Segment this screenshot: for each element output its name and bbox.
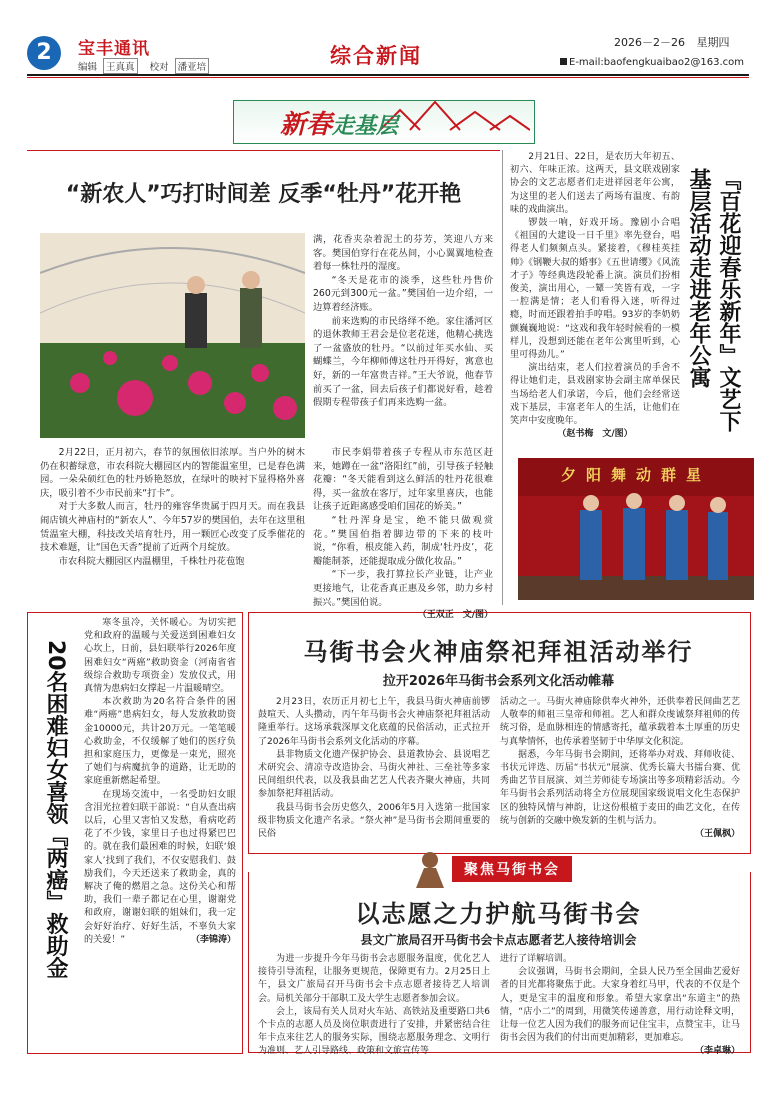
article2-signature: （赵书梅 文/图） [557, 429, 633, 440]
banner-part2: 走基层 [332, 114, 399, 139]
header-rule-thin [27, 77, 749, 78]
article4-subtitle: 县文广旅局召开马街书会卡点志愿者艺人接待培训会 [360, 933, 637, 947]
article4-col2 [500, 953, 740, 1059]
article1-col3-p1: 市民李娟带着孩子专程从市东范区赶来，她蹲在一盆“洛阳红”前，引导孩子轻触花瓣：“冬天能看到这么鲜活的牡丹花很难得，买一盆放在客厅，过年家里喜庆，也能让孩子近距离感受咱们国花的娇美。” [313, 447, 493, 513]
article1-col1-p2: 对于大多数人而言，牡丹的雍容华贵属于四月天。而在我县闹店镇火神庙村的“新农人”、今年57岁的樊国伯，去年在这里租赁温室大棚，科技改关培育牡丹，用一颗匠心改变了反季催花的技术难题，让“国色天香”提前了近两个月绽放。 [40, 501, 305, 554]
article3-col2 [500, 696, 740, 841]
article4-col1 [258, 953, 490, 1059]
article3-title: 马街书会火神庙祭祀拜祖活动举行 [303, 637, 694, 666]
article3-col1 [258, 696, 490, 841]
article2-p3: 演出结束，老人们拉着演员的手舍不得让她们走，县戏剧家协会副主席单保民当场给老人们承诺，今后，他们会经常送戏下基层，丰富老年人的生活，让他们在笑声中安度晚年。 [510, 363, 680, 427]
editor: 王真真 [103, 58, 138, 74]
article2-p2: 锣鼓一响，好戏开场。豫剧小合唱《祖国的大建设一日千里》率先登台，唱得老人们频频点头。紧接着，《穆桂英挂帅》《钢鞭大叔的婚事》《五世请缨》《风流才子》等经典选段轮番上演。演员们扮相俊美，演出用心，一颦一笑皆有戏，一字一腔满是情；老人们看得入迷，听得过瘾，时而还跟着拍手哼唱。93岁的李奶奶颤巍巍地说：“这戏和我年轻时候看的一模样儿，没想到还能在老年公寓里听到，心里可得劲儿。” [510, 218, 680, 361]
article1-col1 [40, 446, 305, 568]
banner-houses [380, 92, 530, 132]
article1-photo [40, 233, 305, 438]
article4-title: 以志愿之力护航马街书会 [355, 899, 642, 928]
column-divider [502, 150, 503, 605]
email-line [560, 57, 744, 68]
article1-signature: （王双正 文/图） [417, 610, 493, 621]
page-number: 2 [36, 40, 52, 65]
peony-greenhouse-photo [40, 233, 305, 438]
article3-col1-p1: 2月23日，农历正月初七上午，我县马街火神庙前锣鼓喧天、人头攒动，丙午年马街书会火神庙祭祀拜祖活动隆重举行。这场承载深厚文化底蕴的民俗活动，正式拉开了2026年马街书会系列文化活动的序幕。 [258, 697, 490, 747]
article5-p2: 本次救助为20名符合条件的困难“两癌”患病妇女，每人发放救助资金10000元，共计20万元。一笔笔暖心救助金，不仅缓解了她们的医疗负担和家庭压力，更像是一束光，照亮了她们与病魔抗争的道路，让无助的家庭重新燃起希望。 [84, 697, 236, 787]
article1-col2-p2: “冬天是花市的淡季，这些牡丹售价260元到300元一盆。”樊国伯一边介绍，一边算着经济账。 [313, 274, 493, 313]
article1-col1-p3: 市农科院大棚园区内温棚里，千株牡丹花苞饱 [58, 555, 245, 567]
page-number-badge [27, 36, 61, 70]
article3-col1-p3: 我县马街书会历史悠久，2006年5月入选第一批国家级非物质文化遗产名录。“祭火神”是马街书会期间重要的民俗 [258, 802, 490, 840]
header-rule [27, 74, 749, 76]
email: E-mail:baofengkuaibao2@163.com [569, 57, 744, 68]
article3-col2-p1: 活动之一。马街火神庙除供奉火神外，还供奉着民间曲艺艺人敬奉的师祖三皇帝和师祖。艺人和群众虔诚祭拜祖师的传统习俗，是血脉相连的情感寄托，蕴承载着本土厚重的历史与真挚情怀，也传承着坚韧于中华厚文化积淀。 [500, 697, 740, 747]
article4-col2-p2: 会议强调，马街书会期间，全县人民乃至全国曲艺爱好者的目光都将聚焦于此。大家身着红马甲，代表的不仅是个人，更是宝丰的温度和形象。希望大家拿出“东道主”的热情，“店小二”的周到，用微笑传递善意，用行动诠释文明，让每一位艺人因为我们的服务而记住宝丰，点赞宝丰，让马街书会因为我们的付出而更加精彩，更加难忘。 [500, 967, 740, 1044]
section-title: 综合新闻 [330, 44, 422, 68]
weekday: 星期四 [696, 36, 730, 49]
article1-col3 [313, 446, 493, 623]
email-square-icon [560, 58, 567, 65]
article5-title: 20名困难妇女喜领『两癌』救助金 [43, 640, 68, 979]
proofreader: 潘亚培 [175, 58, 210, 74]
article5-p1: 寒冬虽冷，关怀暖心。为切实把党和政府的温暖与关爱送到困难妇女心坎上，日前，县妇联举行2026年度困难妇女“两癌”救助资金（河南省省级综合救助专项资金）发放仪式，用真情为患病妇女撑起一片温暖晴空。 [84, 618, 236, 695]
article4-col1-p2: 会上，该局有关人员对火车站、高铁站及重要路口共6个卡点的志愿人员及岗位职责进行了安排，并紧密结合往年卡点来往艺人的服务实际，围绕志愿服务理念、文明行为准则、艺人引导路线、政策和文旅宣传等 [258, 1006, 490, 1057]
editor-line [78, 58, 209, 74]
article1-col3-p2: “牡丹浑身是宝，绝不能只做观赏花。”樊国伯指着脚边带的下来的枝叶说，“你看，根皮能入药，制成‘牡丹皮’，花瓣能制茶，还能提取成分做化妆品。” [313, 514, 493, 567]
article1-col2-p3: 前来选购的市民络绎不绝。家住潘河区的退休教师王君会是位老花迷，他精心挑选了一盆盛放的牡丹。“以前过年买水仙、买蝴蝶兰，今年柳师傅这牡丹开得好，寓意也好，新的一年富贵吉祥。”王大爷说，他春节前买了一盆，回去后孩子们都说好看，趁着假期专程带孩子们再来选购一盆。 [313, 315, 493, 409]
stage-banner-caption: 夕阳舞动群星 [560, 466, 711, 484]
paper-name: 宝丰通讯 [78, 39, 150, 59]
article2-p1: 2月21日、22日，是农历大年初五、初六、年味正浓。这两天，县文联戏剧家协会的文艺志愿者们走进祥园老年公寓，为这里的老人们送去了两场有温度、有韵味的戏曲演出。 [510, 152, 680, 215]
article1-col3-p3: “下一步，我打算拉长产业链，让产业更接地气，让花香真正惠及乡邻，助力乡村振兴。”樊国伯说。 [313, 569, 493, 608]
article1-title: “新农人”巧打时间差 反季“牡丹”花开艳 [65, 182, 462, 207]
editor-label: 编辑 [78, 62, 98, 73]
article1-col1-p1: 2月22日，正月初六，春节的氛围依旧浓厚。当户外的树木仍在积蓄绿意，市农科院大棚园区内的智能温室里，已是春色满园。一朵朵硕红色的牡丹娇艳怒放，在绿叶的映衬下显得格外喜庆，吸引着不少市民前来“打卡”。 [40, 447, 305, 499]
article4-signature: （李卓琳） [694, 1046, 740, 1057]
article4-col2-p1: 进行了详解培训。 [500, 954, 573, 964]
article5-body [84, 617, 236, 947]
article5-signature: （李锦涛） [190, 935, 236, 946]
article3-col1-p2: 县非物质文化遗产保护协会、县道教协会、县说唱艺术研究会、清凉寺改造协会、马街火神社、三垒社等多家民间组织代表，以及我县曲艺艺人代表齐聚火神庙，共同参加祭祀拜祖活动。 [258, 749, 490, 800]
article2-photo [518, 458, 754, 600]
date: 2026－2－26 [614, 36, 685, 49]
article1-col2 [313, 233, 493, 410]
article4-col1-p1: 为进一步提升今年马街书会志愿服务温度，优化艺人接待引导流程，让服务更规范，保障更有力。2月25日上午，县文广旅局召开马街书会卡点志愿者接待艺人培训会。局机关部分干部职工及大学生志愿者参加会议。 [258, 954, 490, 1004]
article2-title: 『百花迎春乐新年』文艺下基层活动走进老年公寓 [686, 168, 741, 432]
article2-body [510, 151, 680, 441]
article5-p3: 在现场交流中，一名受助妇女眼含泪光拉着妇联干部说：“自从查出病以后，心里又害怕又发愁，看病吃药花了不少钱，家里日子也过得紧巴巴的。就在我们最困难的时候，妇联‘娘家人’找到了我们，不仅安慰我们、鼓励我们，今天还送来了救助金，真的解决了俺的燃眉之急。这份关心和帮助，我们一辈子都记在心里，谢谢党和政府，谢谢妇联的姐妹们，我一定会好好治疗、好好生活，不辜负大家的关爱！” [84, 789, 236, 945]
focus-label: 聚焦马街书会 [452, 856, 572, 882]
article3-col2-p2: 据悉，今年马街书会期间，还将举办对戏、拜师收徒、书状元评选、历届“书状元”展演、优秀长篇大书擂台赛、优秀曲艺节目展演、刘兰芳师徒专场演出等多项精彩活动。今年马街书会系列活动将全方位展现国家级说唱文化生态保护区的独特风情与神韵，让这份根植于麦田的曲艺文化，在传统与创新的交融中焕发新的生机与活力。 [500, 749, 740, 826]
banner-text [280, 104, 398, 141]
article3-subtitle: 拉开2026年马街书会系列文化活动帷幕 [382, 674, 615, 689]
proof-label: 校对 [149, 62, 169, 73]
banner-house-shape [380, 102, 530, 130]
banner-part1: 新春 [280, 110, 333, 140]
article3-signature: （王佩枫） [694, 829, 740, 840]
article1-col2-p1: 满，花香夹杂着泥土的芬芳，笑迎八方来客。樊国伯穿行在花丛间，小心翼翼地检查着每一株牡丹的湿度。 [313, 234, 493, 273]
issue-date [614, 34, 730, 50]
